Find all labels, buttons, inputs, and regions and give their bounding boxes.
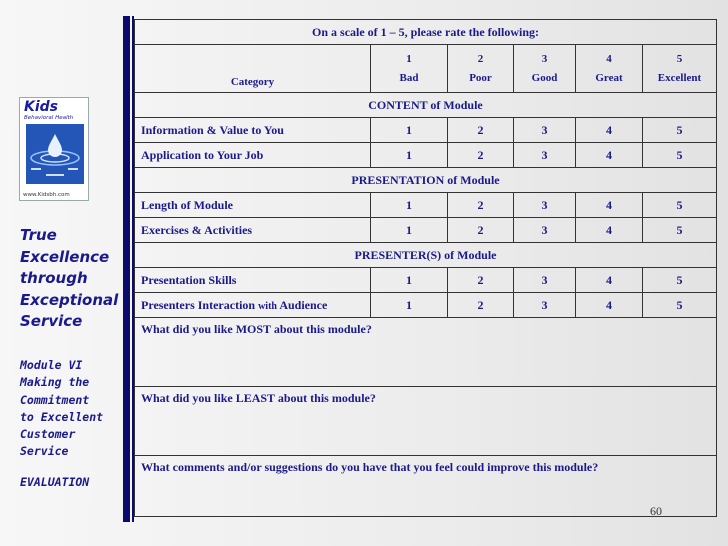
module-line: Service bbox=[20, 444, 69, 459]
side-title-line: Excellence bbox=[20, 247, 110, 266]
row-label-part: Audience bbox=[279, 297, 328, 312]
scale-label: Excellent bbox=[657, 72, 702, 84]
scale-2-header bbox=[448, 45, 514, 93]
row-label: Presentation Skills bbox=[135, 268, 371, 293]
rating-row bbox=[135, 218, 717, 243]
scale-header-row bbox=[135, 45, 717, 93]
scale-4-header bbox=[576, 45, 643, 93]
rating-option[interactable]: 1 bbox=[371, 218, 448, 243]
scale-number: 5 bbox=[676, 53, 683, 65]
scale-3-header bbox=[514, 45, 576, 93]
row-label: Length of Module bbox=[135, 193, 371, 218]
rating-option[interactable]: 4 bbox=[576, 143, 643, 168]
rating-option[interactable]: 3 bbox=[514, 218, 576, 243]
rating-option[interactable]: 2 bbox=[448, 268, 514, 293]
section-row bbox=[135, 243, 717, 268]
rating-option[interactable]: 5 bbox=[643, 118, 717, 143]
rating-option[interactable]: 5 bbox=[643, 268, 717, 293]
question-row bbox=[135, 456, 717, 517]
row-label-part: Presenters Interaction bbox=[141, 297, 256, 312]
section-row bbox=[135, 93, 717, 118]
rating-option[interactable]: 3 bbox=[514, 268, 576, 293]
logo-name: Kids bbox=[24, 99, 59, 115]
evaluation-form bbox=[134, 19, 717, 517]
scale-label: Good bbox=[531, 72, 558, 84]
module-line: Module VI bbox=[20, 358, 83, 372]
question-row bbox=[135, 318, 717, 387]
side-title bbox=[20, 225, 124, 333]
module-line: Making the bbox=[20, 375, 90, 390]
rating-option[interactable]: 4 bbox=[576, 193, 643, 218]
module-line: Commitment bbox=[20, 392, 90, 407]
rating-option[interactable]: 4 bbox=[576, 218, 643, 243]
row-label-part: with bbox=[258, 300, 277, 312]
rating-option[interactable]: 4 bbox=[576, 293, 643, 318]
category-header: Category bbox=[135, 45, 371, 93]
module-description bbox=[20, 357, 124, 461]
scale-label: Poor bbox=[469, 72, 492, 84]
section-content-heading: CONTENT of Module bbox=[135, 93, 717, 118]
scale-5-header bbox=[643, 45, 717, 93]
scale-label: Bad bbox=[399, 72, 419, 84]
question-least[interactable]: What did you like LEAST about this module? bbox=[135, 387, 717, 456]
rating-option[interactable]: 2 bbox=[448, 193, 514, 218]
rating-option[interactable]: 1 bbox=[371, 193, 448, 218]
side-title-line: Exceptional bbox=[20, 290, 119, 309]
rating-option[interactable]: 3 bbox=[514, 293, 576, 318]
rating-row bbox=[135, 118, 717, 143]
rating-option[interactable]: 2 bbox=[448, 118, 514, 143]
water-drop-icon bbox=[26, 124, 84, 184]
logo-url: www.Kidsbh.com bbox=[23, 192, 70, 198]
side-title-line: Service bbox=[20, 312, 83, 330]
question-comments[interactable]: What comments and/or suggestions do you have that you feel could improve this module? bbox=[135, 456, 717, 517]
rating-option[interactable]: 5 bbox=[643, 293, 717, 318]
rating-option[interactable]: 5 bbox=[643, 143, 717, 168]
form-heading: On a scale of 1 – 5, please rate the following: bbox=[135, 20, 717, 45]
module-line: to Excellent bbox=[20, 409, 104, 424]
rating-option[interactable]: 1 bbox=[371, 118, 448, 143]
question-row bbox=[135, 387, 717, 456]
row-label: Information & Value to You bbox=[135, 118, 371, 143]
rating-option[interactable]: 2 bbox=[448, 143, 514, 168]
rating-option[interactable]: 1 bbox=[371, 143, 448, 168]
row-label: Application to Your Job bbox=[135, 143, 371, 168]
section-row bbox=[135, 168, 717, 193]
rating-option[interactable]: 5 bbox=[643, 193, 717, 218]
scale-number: 4 bbox=[606, 53, 612, 65]
vertical-rule-thick bbox=[123, 16, 130, 522]
side-title-line: True bbox=[20, 226, 57, 244]
rating-option[interactable]: 4 bbox=[576, 118, 643, 143]
row-label: Exercises & Activities bbox=[135, 218, 371, 243]
rating-option[interactable]: 3 bbox=[514, 143, 576, 168]
page-number: 60 bbox=[650, 504, 662, 518]
rating-option[interactable]: 3 bbox=[514, 118, 576, 143]
form-heading-row bbox=[135, 20, 717, 45]
evaluation-label: EVALUATION bbox=[20, 475, 90, 489]
scale-label: Great bbox=[595, 72, 623, 84]
rating-option[interactable]: 1 bbox=[371, 268, 448, 293]
rating-row bbox=[135, 268, 717, 293]
scale-1-header bbox=[371, 45, 448, 93]
rating-option[interactable]: 2 bbox=[448, 293, 514, 318]
rating-option[interactable]: 5 bbox=[643, 218, 717, 243]
scale-number: 1 bbox=[406, 53, 412, 65]
side-title-line: through bbox=[20, 269, 88, 287]
section-presenters-heading: PRESENTER(S) of Module bbox=[135, 243, 717, 268]
kids-logo bbox=[19, 97, 89, 201]
rating-option[interactable]: 4 bbox=[576, 268, 643, 293]
rating-option[interactable]: 2 bbox=[448, 218, 514, 243]
scale-number: 2 bbox=[477, 53, 484, 65]
logo-subtitle: Behavioral Health bbox=[24, 115, 74, 121]
rating-row bbox=[135, 293, 717, 318]
rating-option[interactable]: 3 bbox=[514, 193, 576, 218]
row-label bbox=[135, 293, 371, 318]
question-most[interactable]: What did you like MOST about this module? bbox=[135, 318, 717, 387]
rating-option[interactable]: 1 bbox=[371, 293, 448, 318]
rating-row bbox=[135, 193, 717, 218]
rating-row bbox=[135, 143, 717, 168]
section-presentation-heading: PRESENTATION of Module bbox=[135, 168, 717, 193]
module-line: Customer bbox=[20, 427, 76, 442]
scale-number: 3 bbox=[541, 53, 548, 65]
